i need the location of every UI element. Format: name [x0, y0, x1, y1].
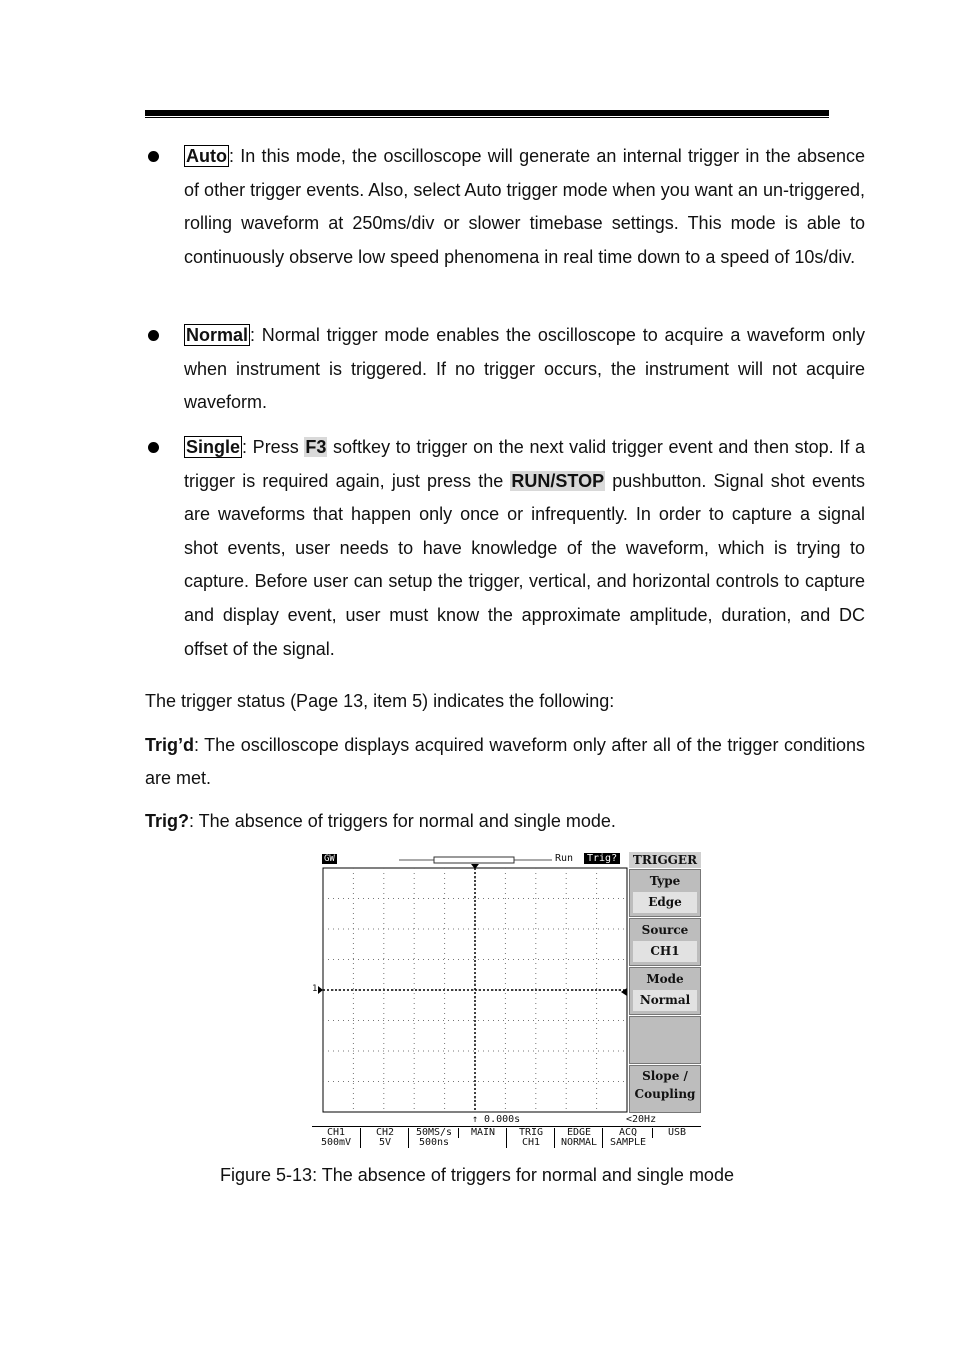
- trigger-menu: [627, 852, 701, 1114]
- bullet-single-text: [184, 431, 865, 666]
- figure-caption: Figure 5-13: The absence of triggers for normal and single mode: [220, 1165, 734, 1185]
- single-text-b: softkey to trigger on the next valid trigger event and then stop. If a trigger is required again, just press the: [184, 437, 865, 491]
- graticule: [322, 867, 628, 1113]
- bullet-auto-text: [184, 140, 865, 274]
- time-offset: ↑ 0.000s: [472, 1114, 521, 1125]
- status-sample-rate: 50MS/s 500ns: [408, 1128, 457, 1148]
- ch1-arrow-icon: [318, 986, 324, 994]
- menu-mode-label: Mode: [646, 972, 684, 986]
- menu-slope-label: Slope /: [642, 1069, 688, 1083]
- trigq-paragraph: [145, 805, 865, 838]
- trigger-frequency: <20Hz: [626, 1114, 657, 1125]
- status-main: MAIN: [458, 1128, 505, 1138]
- menu-mode[interactable]: [629, 967, 701, 1015]
- status-intro: The trigger status (Page 13, item 5) indicates the following:: [145, 691, 615, 711]
- bullet-dot: [148, 442, 159, 453]
- status-acq: ACQ SAMPLE: [602, 1128, 651, 1148]
- menu-empty: [629, 1016, 701, 1064]
- bullet-normal-text: [184, 319, 865, 420]
- key-f3: F3: [305, 437, 327, 457]
- menu-type-value: Edge: [633, 892, 697, 913]
- trigd-paragraph: [145, 729, 865, 795]
- status-bar: [312, 1126, 701, 1150]
- header-rule: [145, 110, 829, 116]
- term-auto: Auto: [186, 146, 227, 166]
- status-usb: USB: [652, 1128, 699, 1138]
- menu-source[interactable]: [629, 918, 701, 966]
- term-trigd: Trig’d: [145, 735, 194, 755]
- time-offset-value: 0.000s: [484, 1114, 521, 1125]
- term-trigq: Trig?: [145, 811, 189, 831]
- term-single: Single: [186, 437, 241, 457]
- menu-title: TRIGGER: [629, 852, 701, 868]
- gw-logo: GW: [324, 854, 335, 864]
- trigd-text: : The oscilloscope displays acquired waveform only after all of the trigger conditions are met.: [145, 735, 865, 788]
- trigq-text: : The absence of triggers for normal and single mode.: [189, 811, 616, 831]
- header-rule-thin: [145, 117, 829, 118]
- oscilloscope-figure: [312, 852, 701, 1152]
- status-edge: EDGE NORMAL: [554, 1128, 601, 1148]
- menu-slope-coupling[interactable]: [629, 1065, 701, 1113]
- trig-status: Trig?: [584, 853, 620, 864]
- menu-source-value: CH1: [633, 941, 697, 962]
- auto-description: : In this mode, the oscilloscope will generate an internal trigger in the absence of other trigger events. Also, select Auto trigger mode when you want an un-triggered, rolling waveform at 250ms/div or slower timebase settings. This mode is able to continuously observe low speed phenomena in real time down to a speed of 10s/div.: [184, 146, 865, 267]
- ch1-marker: 1: [312, 984, 318, 994]
- menu-coupling-label: Coupling: [634, 1087, 696, 1101]
- status-ch1: CH1 500mV: [320, 1127, 352, 1148]
- menu-mode-value: Normal: [633, 990, 697, 1011]
- single-text-a: : Press: [242, 437, 305, 457]
- status-trig: TRIG CH1: [506, 1128, 553, 1148]
- bullet-dot: [148, 330, 159, 341]
- term-normal: Normal: [186, 325, 249, 345]
- key-run-stop: RUN/STOP: [511, 470, 605, 491]
- single-text-c: pushbutton. Signal shot events are waveforms that happen only once or infrequently. In order to capture a signal shot events, user needs to have knowledge of the waveform, which is trying to capture. Before user can setup the trigger, vertical, and horizontal controls to capture and display event, user must know the approximate amplitude, duration, and DC offset of the signal.: [184, 470, 865, 659]
- run-state: Run: [555, 853, 574, 864]
- menu-type[interactable]: [629, 869, 701, 917]
- normal-description: : Normal trigger mode enables the oscilloscope to acquire a waveform only when instrument is triggered. If no trigger occurs, the instrument will not acquire waveform.: [184, 325, 865, 413]
- bullet-dot: [148, 151, 159, 162]
- menu-type-label: Type: [649, 874, 681, 888]
- status-ch2: CH2 5V: [360, 1128, 407, 1148]
- menu-source-label: Source: [641, 923, 689, 937]
